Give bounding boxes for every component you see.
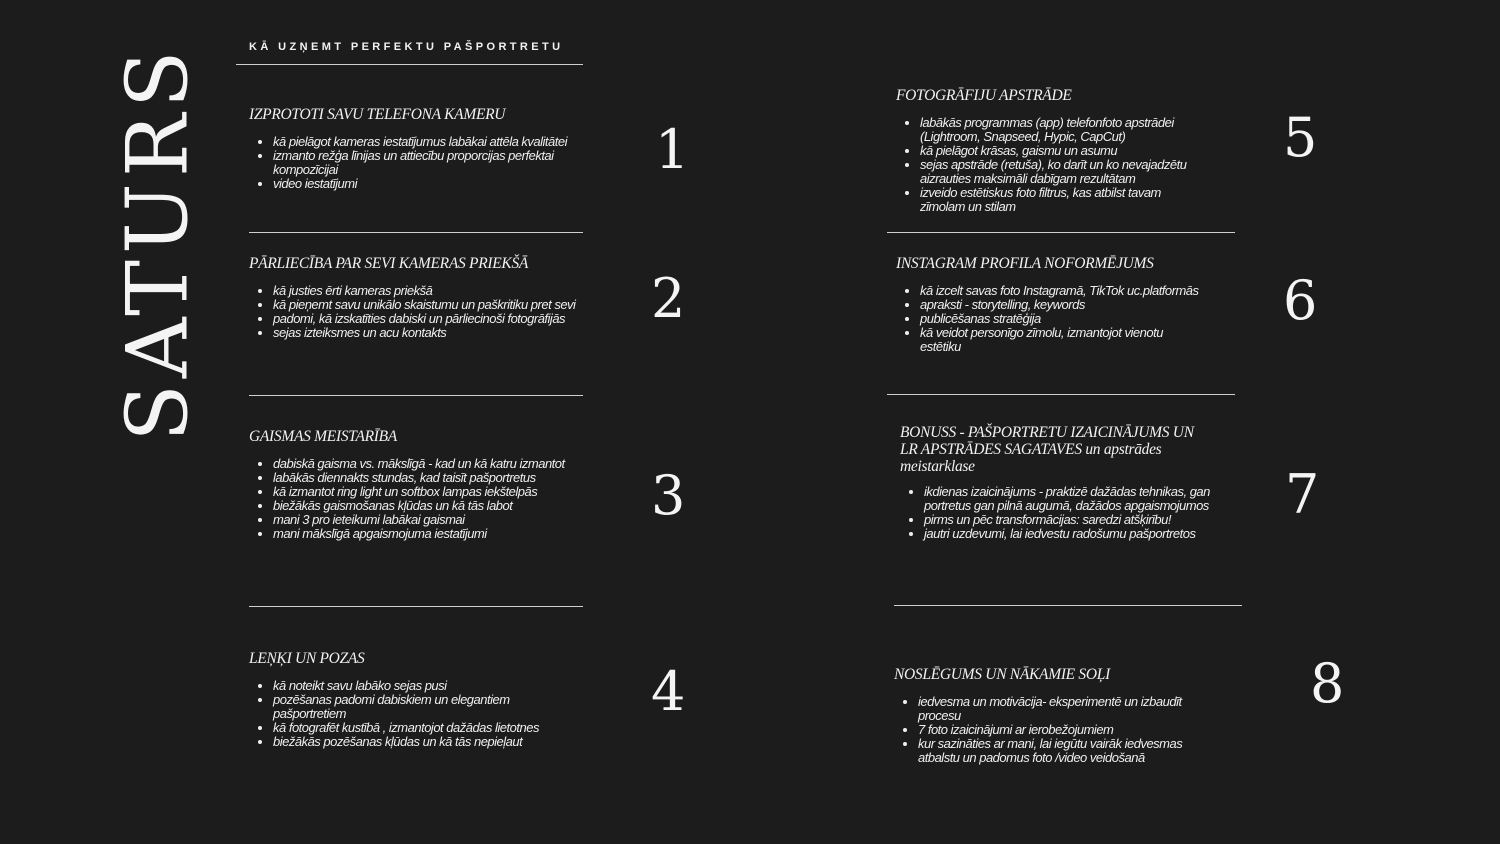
divider: [887, 232, 1235, 233]
list-item: • mani 3 pro ieteikumi labākai gaismai: [273, 513, 579, 527]
section-heading: FOTOGRĀFIJU APSTRĀDE: [896, 87, 1072, 104]
section-heading: GAISMAS MEISTARĪBA: [249, 428, 397, 445]
section-list: [249, 135, 579, 191]
list-item: • izveido estētiskus foto filtrus, kas atbilst tavam zīmolam un stilam: [920, 186, 1206, 214]
section-number: 6: [1283, 269, 1318, 332]
list-item: • dabiskā gaisma vs. mākslīgā - kad un kā katru izmantot: [273, 457, 579, 471]
section-3: [249, 428, 579, 541]
list-item: • kā veidot personīgo zīmolu, izmantojot vienotu estētiku: [920, 326, 1206, 354]
section-number: 1: [655, 118, 690, 181]
page-title: SATURS: [109, 44, 208, 442]
divider: [894, 605, 1242, 606]
list-item: • publicēšanas stratēģija: [920, 312, 1206, 326]
list-item: • kā izmantot ring light un softbox lampas iekštelpās: [273, 485, 579, 499]
list-item: • sejas apstrāde (retuša), ko darīt un ko nevajadzētu aizrauties maksimāli dabīgam rezultātam: [920, 158, 1206, 186]
list-item: • iedvesma un motivācija- eksperimentē un izbaudīt procesu: [918, 695, 1204, 723]
section-heading: PĀRLIECĪBA PAR SEVI KAMERAS PRIEKŠĀ: [249, 255, 529, 272]
section-2: [249, 255, 579, 340]
section-heading: NOSLĒGUMS UN NĀKAMIE SOĻI: [894, 666, 1110, 683]
list-item: • biežākās gaismošanas kļūdas un kā tās labot: [273, 499, 579, 513]
list-item: • izmanto režģa līnijas un attiecību proporcijas perfektai kompozīcijai: [273, 149, 579, 177]
divider: [249, 232, 583, 233]
list-item: • kur sazināties ar mani, lai iegūtu vairāk iedvesmas atbalstu un padomus foto /video veidošanā: [918, 737, 1204, 765]
list-item: • mani mākslīgā apgaismojuma iestatījumi: [273, 527, 579, 541]
section-list: [894, 695, 1204, 765]
list-item: • kā izcelt savas foto Instagramā, TikTok uc.platformās: [920, 284, 1206, 298]
list-item: • kā fotografēt kustībā , izmantojot dažādas lietotnes: [273, 721, 579, 735]
section-number: 4: [651, 660, 686, 723]
section-heading: IZPROTOTI SAVU TELEFONA KAMERU: [249, 106, 506, 123]
divider: [249, 606, 583, 607]
list-item: • kā justies ērti kameras priekšā: [273, 284, 579, 298]
list-item: • sejas izteiksmes un acu kontakts: [273, 326, 579, 340]
page-title-vertical: [68, 44, 248, 442]
section-6: [896, 255, 1206, 354]
section-list: [896, 116, 1206, 214]
list-item: • padomi, kā izskatīties dabiski un pārliecinoši fotogrāfijās: [273, 312, 579, 326]
section-1: [249, 106, 579, 191]
section-7: [900, 424, 1210, 541]
section-8: [894, 666, 1204, 765]
section-heading: INSTAGRAM PROFILA NOFORMĒJUMS: [896, 255, 1154, 272]
list-item: • video iestatījumi: [273, 177, 579, 191]
divider: [236, 64, 583, 65]
list-item: • jautri uzdevumi, lai iedvestu radošumu pašportretos: [924, 527, 1210, 541]
section-list: [900, 485, 1210, 541]
list-item: • ikdienas izaicinājums - praktizē dažādas tehnikas, gan portretus gan pilnā augumā, dažādos apgaismojumos: [924, 485, 1210, 513]
section-list: [896, 284, 1206, 354]
section-heading: LEŅĶI UN POZAS: [249, 650, 365, 667]
section-number: 3: [651, 464, 686, 527]
list-item: • pirms un pēc transformācijas: saredzi atšķirību!: [924, 513, 1210, 527]
list-item: • 7 foto izaicinājumi ar ierobežojumiem: [918, 723, 1204, 737]
section-list: [249, 284, 579, 340]
list-item: • apraksti - storytelling, keywords: [920, 298, 1206, 312]
list-item: • kā noteikt savu labāko sejas pusi: [273, 679, 579, 693]
list-item: • kā pielāgot krāsas, gaismu un asumu: [920, 144, 1206, 158]
page-subtitle: KĀ UZŅEMT PERFEKTU PAŠPORTRETU: [249, 41, 564, 53]
list-item: • pozēšanas padomi dabiskiem un elegantiem pašportretiem: [273, 693, 579, 721]
section-5: [896, 87, 1206, 214]
section-number: 5: [1283, 106, 1318, 169]
list-item: • labākās diennakts stundas, kad taisīt pašportretus: [273, 471, 579, 485]
section-number: 8: [1310, 652, 1345, 715]
list-item: • kā pielāgot kameras iestatījumus labākai attēla kvalitātei: [273, 135, 579, 149]
section-list: [249, 679, 579, 749]
section-number: 7: [1285, 463, 1320, 526]
list-item: • biežākās pozēšanas kļūdas un kā tās nepieļaut: [273, 735, 579, 749]
section-number: 2: [651, 267, 686, 330]
divider: [249, 395, 583, 396]
section-4: [249, 650, 579, 749]
list-item: • kā pieņemt savu unikālo skaistumu un paškritiku pret sevi: [273, 298, 579, 312]
list-item: • labākās programmas (app) telefonfoto apstrādei (Lightroom, Snapseed, Hypic, CapCut): [920, 116, 1206, 144]
section-heading: BONUSS - PAŠPORTRETU IZAICINĀJUMS UN LR APSTRĀDES SAGATAVES un apstrādes meistarklase: [900, 424, 1194, 475]
divider: [887, 394, 1235, 395]
section-list: [249, 457, 579, 541]
